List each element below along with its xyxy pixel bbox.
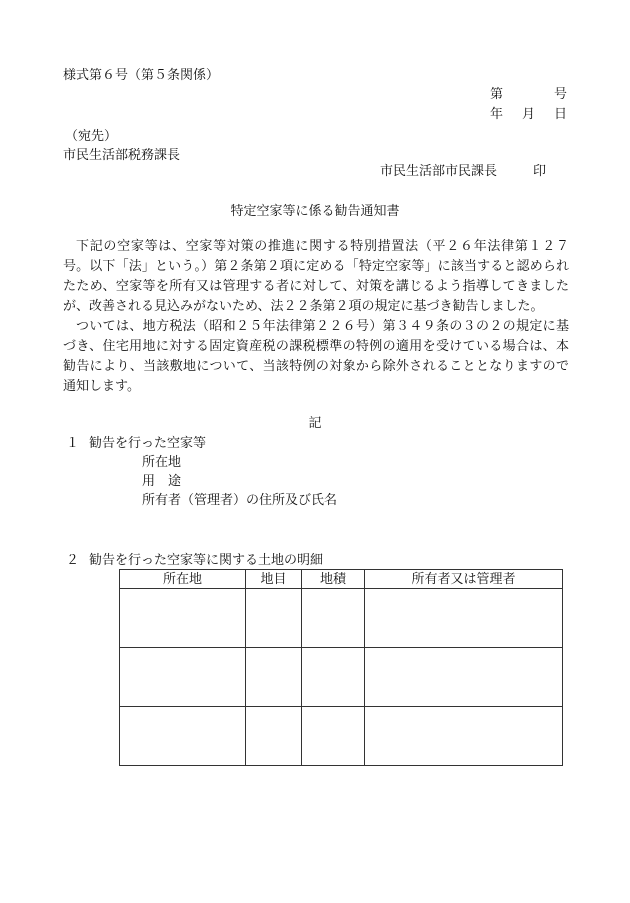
- section2-title: 勧告を行った空家等に関する土地の明細: [89, 553, 324, 568]
- addressee: 市民生活部税務課長: [63, 148, 181, 163]
- body-paragraph: ついては、地方税法（昭和２５年法律第２２６号）第３４９条の３の２の規定に基づき、住宅用地に対する固定資産税の課税標準の特例の適用を受けている場合は、本勧告により、当該敷地について、当該特例の対象から除外されることとなりますので通知します。: [63, 319, 569, 394]
- column-header-area: 地積: [302, 570, 365, 589]
- table-cell: [365, 707, 563, 766]
- addressee-label: （宛先）: [65, 129, 118, 144]
- body-paragraph: 下記の空家等は、空家等対策の推進に関する特別措置法（平２６年法律第１２７号。以下「法」という。）第２条第２項に定める「特定空家等」に該当すると認められたため、空家等を所有又は管理する者に対して、対策を講じるよう指導してきましたが、改善される見込みがないため、法２２条第２項の規定に基づき勧告しました。: [63, 239, 569, 314]
- table-cell: [246, 589, 302, 648]
- section1-title: 勧告を行った空家等: [89, 436, 207, 451]
- table-cell: [365, 589, 563, 648]
- section1-item-owner: 所有者（管理者）の住所及び氏名: [142, 493, 338, 508]
- number-suffix: 号: [554, 87, 568, 102]
- ki-heading: 記: [308, 416, 322, 431]
- column-header-owner: 所有者又は管理者: [365, 570, 563, 589]
- section2-number: ２: [66, 553, 80, 568]
- seal-mark: 印: [533, 164, 547, 179]
- sender: 市民生活部市民課長: [380, 164, 498, 179]
- table-cell: [120, 589, 246, 648]
- table-cell: [120, 707, 246, 766]
- section1-item-usage: 用 途: [142, 474, 182, 489]
- table-row: [120, 589, 563, 648]
- table-row: [120, 707, 563, 766]
- table-cell: [246, 707, 302, 766]
- document-title: 特定空家等に係る勧告通知書: [230, 204, 400, 219]
- table-cell: [302, 589, 365, 648]
- number-prefix: 第: [490, 87, 504, 102]
- table-cell: [302, 707, 365, 766]
- table-cell: [246, 648, 302, 707]
- column-header-land-category: 地目: [246, 570, 302, 589]
- table-cell: [120, 648, 246, 707]
- table-cell: [365, 648, 563, 707]
- section1-item-location: 所在地: [142, 455, 182, 470]
- land-details-table: [119, 569, 563, 766]
- column-header-location: 所在地: [120, 570, 246, 589]
- form-number: 様式第６号（第５条関係）: [63, 68, 220, 83]
- date-month: 月: [522, 107, 536, 122]
- table-cell: [302, 648, 365, 707]
- table-row: [120, 648, 563, 707]
- notice-body: [63, 237, 569, 397]
- date-day: 日: [554, 107, 568, 122]
- section1-number: １: [66, 436, 80, 451]
- date-year: 年: [490, 107, 504, 122]
- table-header-row: [120, 570, 563, 589]
